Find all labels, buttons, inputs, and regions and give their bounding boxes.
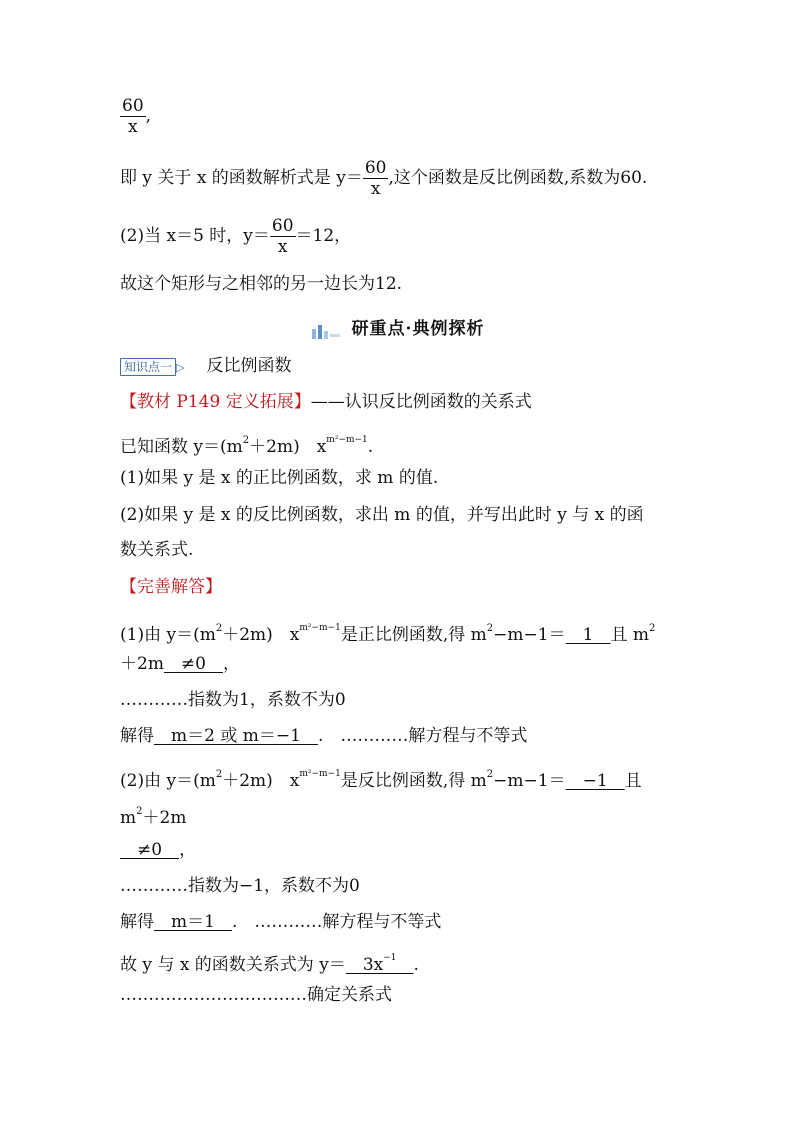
answer-blank: m＝2 或 m＝−1 bbox=[154, 726, 318, 746]
sol1-line-b: ＋2m ≠0 ， bbox=[120, 654, 240, 674]
solution-line-1: 即 y 关于 x 的函数解析式是 y＝ $\frac{60}{x}$ ,这个函数是反比例函数,系数为60. bbox=[120, 158, 648, 199]
sol1-line-c: …………指数为1，系数不为0 bbox=[120, 690, 346, 710]
answer-blank: $3x^{-1}$ bbox=[345, 953, 397, 975]
fraction: $\frac{60}{x}$ bbox=[122, 96, 144, 137]
problem-given: 已知函数 $y=(m^2+2m)$ $x^{m^2-m-1}$. bbox=[120, 435, 374, 457]
sol2-line-e: 解得 m＝1 . …………解方程与不等式 bbox=[120, 912, 442, 932]
sol1-line-a: (1)由 $y=(m^2+2m)$ $x^{m^2-m-1}$是正比例函数,得 $m^2-m-1=$ 1 且 $m^2$ bbox=[120, 623, 656, 645]
sol1-line-d: 解得 m＝2 或 m＝−1 . …………解方程与不等式 bbox=[120, 726, 528, 746]
sol2-line-f: 故 y 与 x 的函数关系式为 y＝ $3x^{-1}$ . bbox=[120, 953, 419, 975]
sol2-line-a: (2)由 $y=(m^2+2m)$ $x^{m^2-m-1}$是反比例函数,得 $m^2-m-1=$ −1 且 bbox=[120, 769, 642, 791]
answer-tag: 【完善解答】 bbox=[120, 577, 222, 597]
section-bars-icon bbox=[310, 321, 342, 339]
answer-blank: ≠0 bbox=[163, 654, 223, 674]
problem-q2: (2)如果 y 是 x 的反比例函数，求出 m 的值，并写出此时 y 与 x 的函 bbox=[120, 505, 644, 525]
textbook-line: 【教材 P149 定义拓展】——认识反比例函数的关系式 bbox=[120, 392, 532, 412]
sol2-line-b: $m^2+2m$ bbox=[120, 806, 187, 828]
answer-blank: 1 bbox=[565, 625, 611, 645]
solution-line-2: (2)当 x＝5 时，y＝ $\frac{60}{x}$ ＝12， bbox=[120, 216, 352, 257]
answer-blank: ≠0 bbox=[120, 840, 180, 860]
knowledge-title: 反比例函数 bbox=[206, 356, 292, 376]
knowledge-point bbox=[120, 354, 291, 380]
textbook-tag: 【教材 P149 定义拓展】 bbox=[120, 392, 311, 412]
section-title: 研重点·典例探析 bbox=[0, 314, 794, 339]
top-fraction-line: $\frac{60}{x}$ , bbox=[122, 96, 152, 137]
answer-blank: m＝1 bbox=[154, 912, 232, 932]
problem-q1: (1)如果 y 是 x 的正比例函数，求 m 的值. bbox=[120, 468, 439, 488]
problem-q2-cont: 数关系式. bbox=[120, 540, 194, 560]
fraction: $\frac{60}{x}$ bbox=[364, 158, 387, 199]
sol2-line-c: ≠0 ， bbox=[120, 840, 197, 860]
sol2-line-d: …………指数为−1，系数不为0 bbox=[120, 876, 360, 896]
sol2-line-g: ……………………………确定关系式 bbox=[120, 985, 392, 1005]
knowledge-badge: 知识点一 bbox=[120, 358, 176, 376]
fraction: $\frac{60}{x}$ bbox=[271, 216, 294, 257]
play-arrow-icon: ▷ bbox=[176, 361, 185, 374]
answer-blank: −1 bbox=[565, 771, 625, 791]
solution-line-3: 故这个矩形与之相邻的另一边长为12. bbox=[120, 274, 403, 294]
